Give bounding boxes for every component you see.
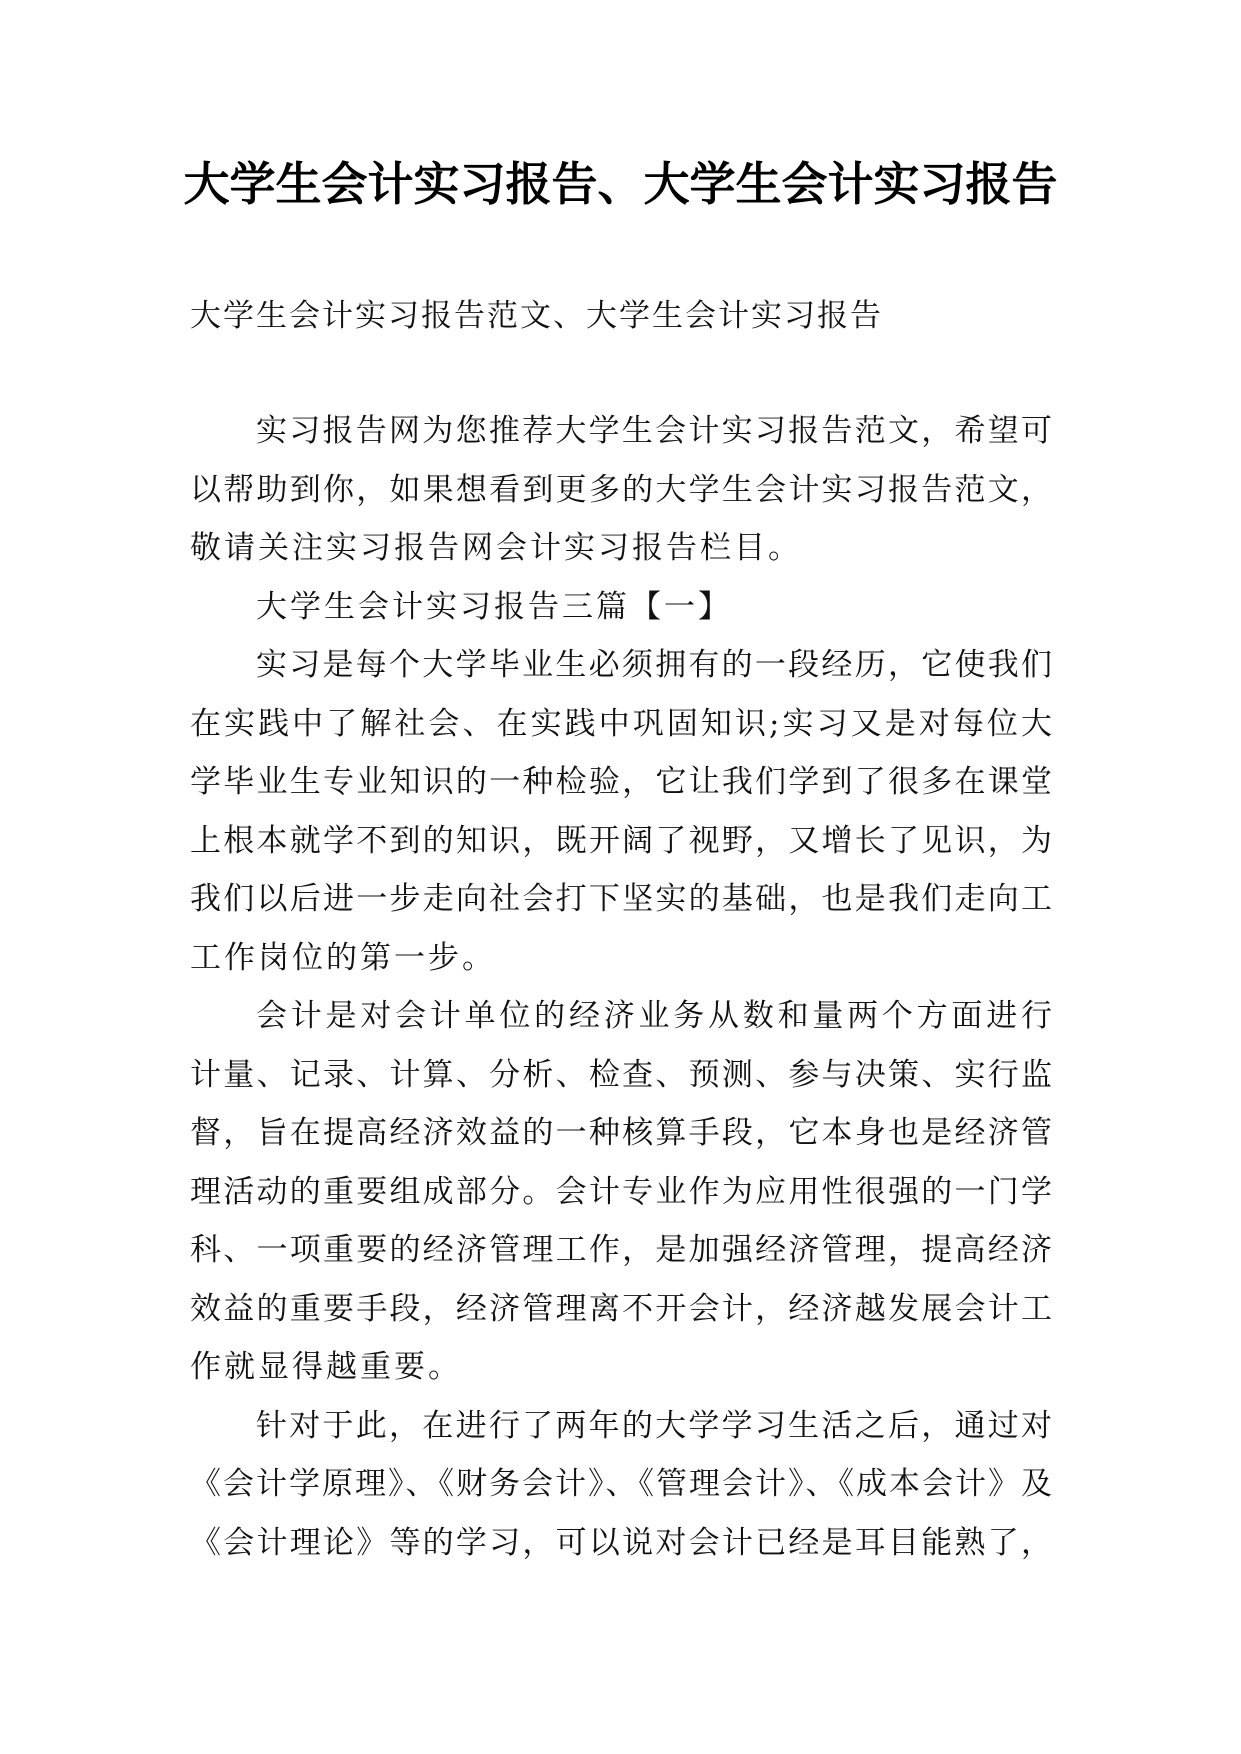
text-line: 实习报告网为您推荐大学生会计实习报告范文，希望可 [256, 413, 1052, 449]
text-line: 我们以后进一步走向社会打下坚实的基础，也是我们走向工 [190, 881, 1052, 917]
paragraph-accounting [190, 987, 1052, 1397]
text-line: 作就显得越重要。 [190, 1349, 462, 1385]
text-line: 督，旨在提高经济效益的一种核算手段，它本身也是经济管 [190, 1115, 1052, 1151]
text-line: 效益的重要手段，经济管理离不开会计，经济越发展会计工 [190, 1290, 1052, 1327]
text-line: 上根本就学不到的知识，既开阔了视野，又增长了见识，为 [190, 822, 1052, 859]
text-line: 敬请关注实习报告网会计实习报告栏目。 [190, 530, 802, 566]
page-subtitle: 大学生会计实习报告范文、大学生会计实习报告 [190, 298, 883, 334]
paragraph-section-heading [190, 578, 1052, 637]
text-line: 《会计学原理》、《财务会计》、《管理会计》、《成本会计》及 [190, 1466, 1052, 1502]
paragraph-study [190, 1397, 1052, 1573]
text-line: 会计是对会计单位的经济业务从数和量两个方面进行 [256, 998, 1052, 1034]
document-body [190, 402, 1052, 1572]
paragraph-intro [190, 402, 1052, 578]
text-line: 工作岗位的第一步。 [190, 939, 496, 976]
text-line: 针对于此，在进行了两年的大学学习生活之后，通过对 [256, 1407, 1052, 1444]
text-line: 实习是每个大学毕业生必须拥有的一段经历，它使我们 [256, 647, 1052, 683]
text-line: 学毕业生专业知识的一种检验，它让我们学到了很多在课堂 [190, 764, 1052, 800]
text-line: 在实践中了解社会、在实践中巩固知识;实习又是对每位大 [190, 705, 1052, 742]
text-line: 理活动的重要组成部分。会计专业作为应用性很强的一门学 [190, 1173, 1052, 1210]
section-heading: 大学生会计实习报告三篇【一】 [256, 588, 732, 625]
text-line: 以帮助到你，如果想看到更多的大学生会计实习报告范文， [190, 471, 1052, 508]
text-line: 科、一项重要的经济管理工作，是加强经济管理，提高经济 [190, 1232, 1052, 1268]
text-line: 计量、记录、计算、分析、检查、预测、参与决策、实行监 [190, 1056, 1052, 1093]
text-line: 《会计理论》等的学习，可以说对会计已经是耳目能熟了， [190, 1524, 1052, 1561]
paragraph-internship [190, 636, 1052, 987]
page-title: 大学生会计实习报告、大学生会计实习报告 [183, 157, 1058, 211]
